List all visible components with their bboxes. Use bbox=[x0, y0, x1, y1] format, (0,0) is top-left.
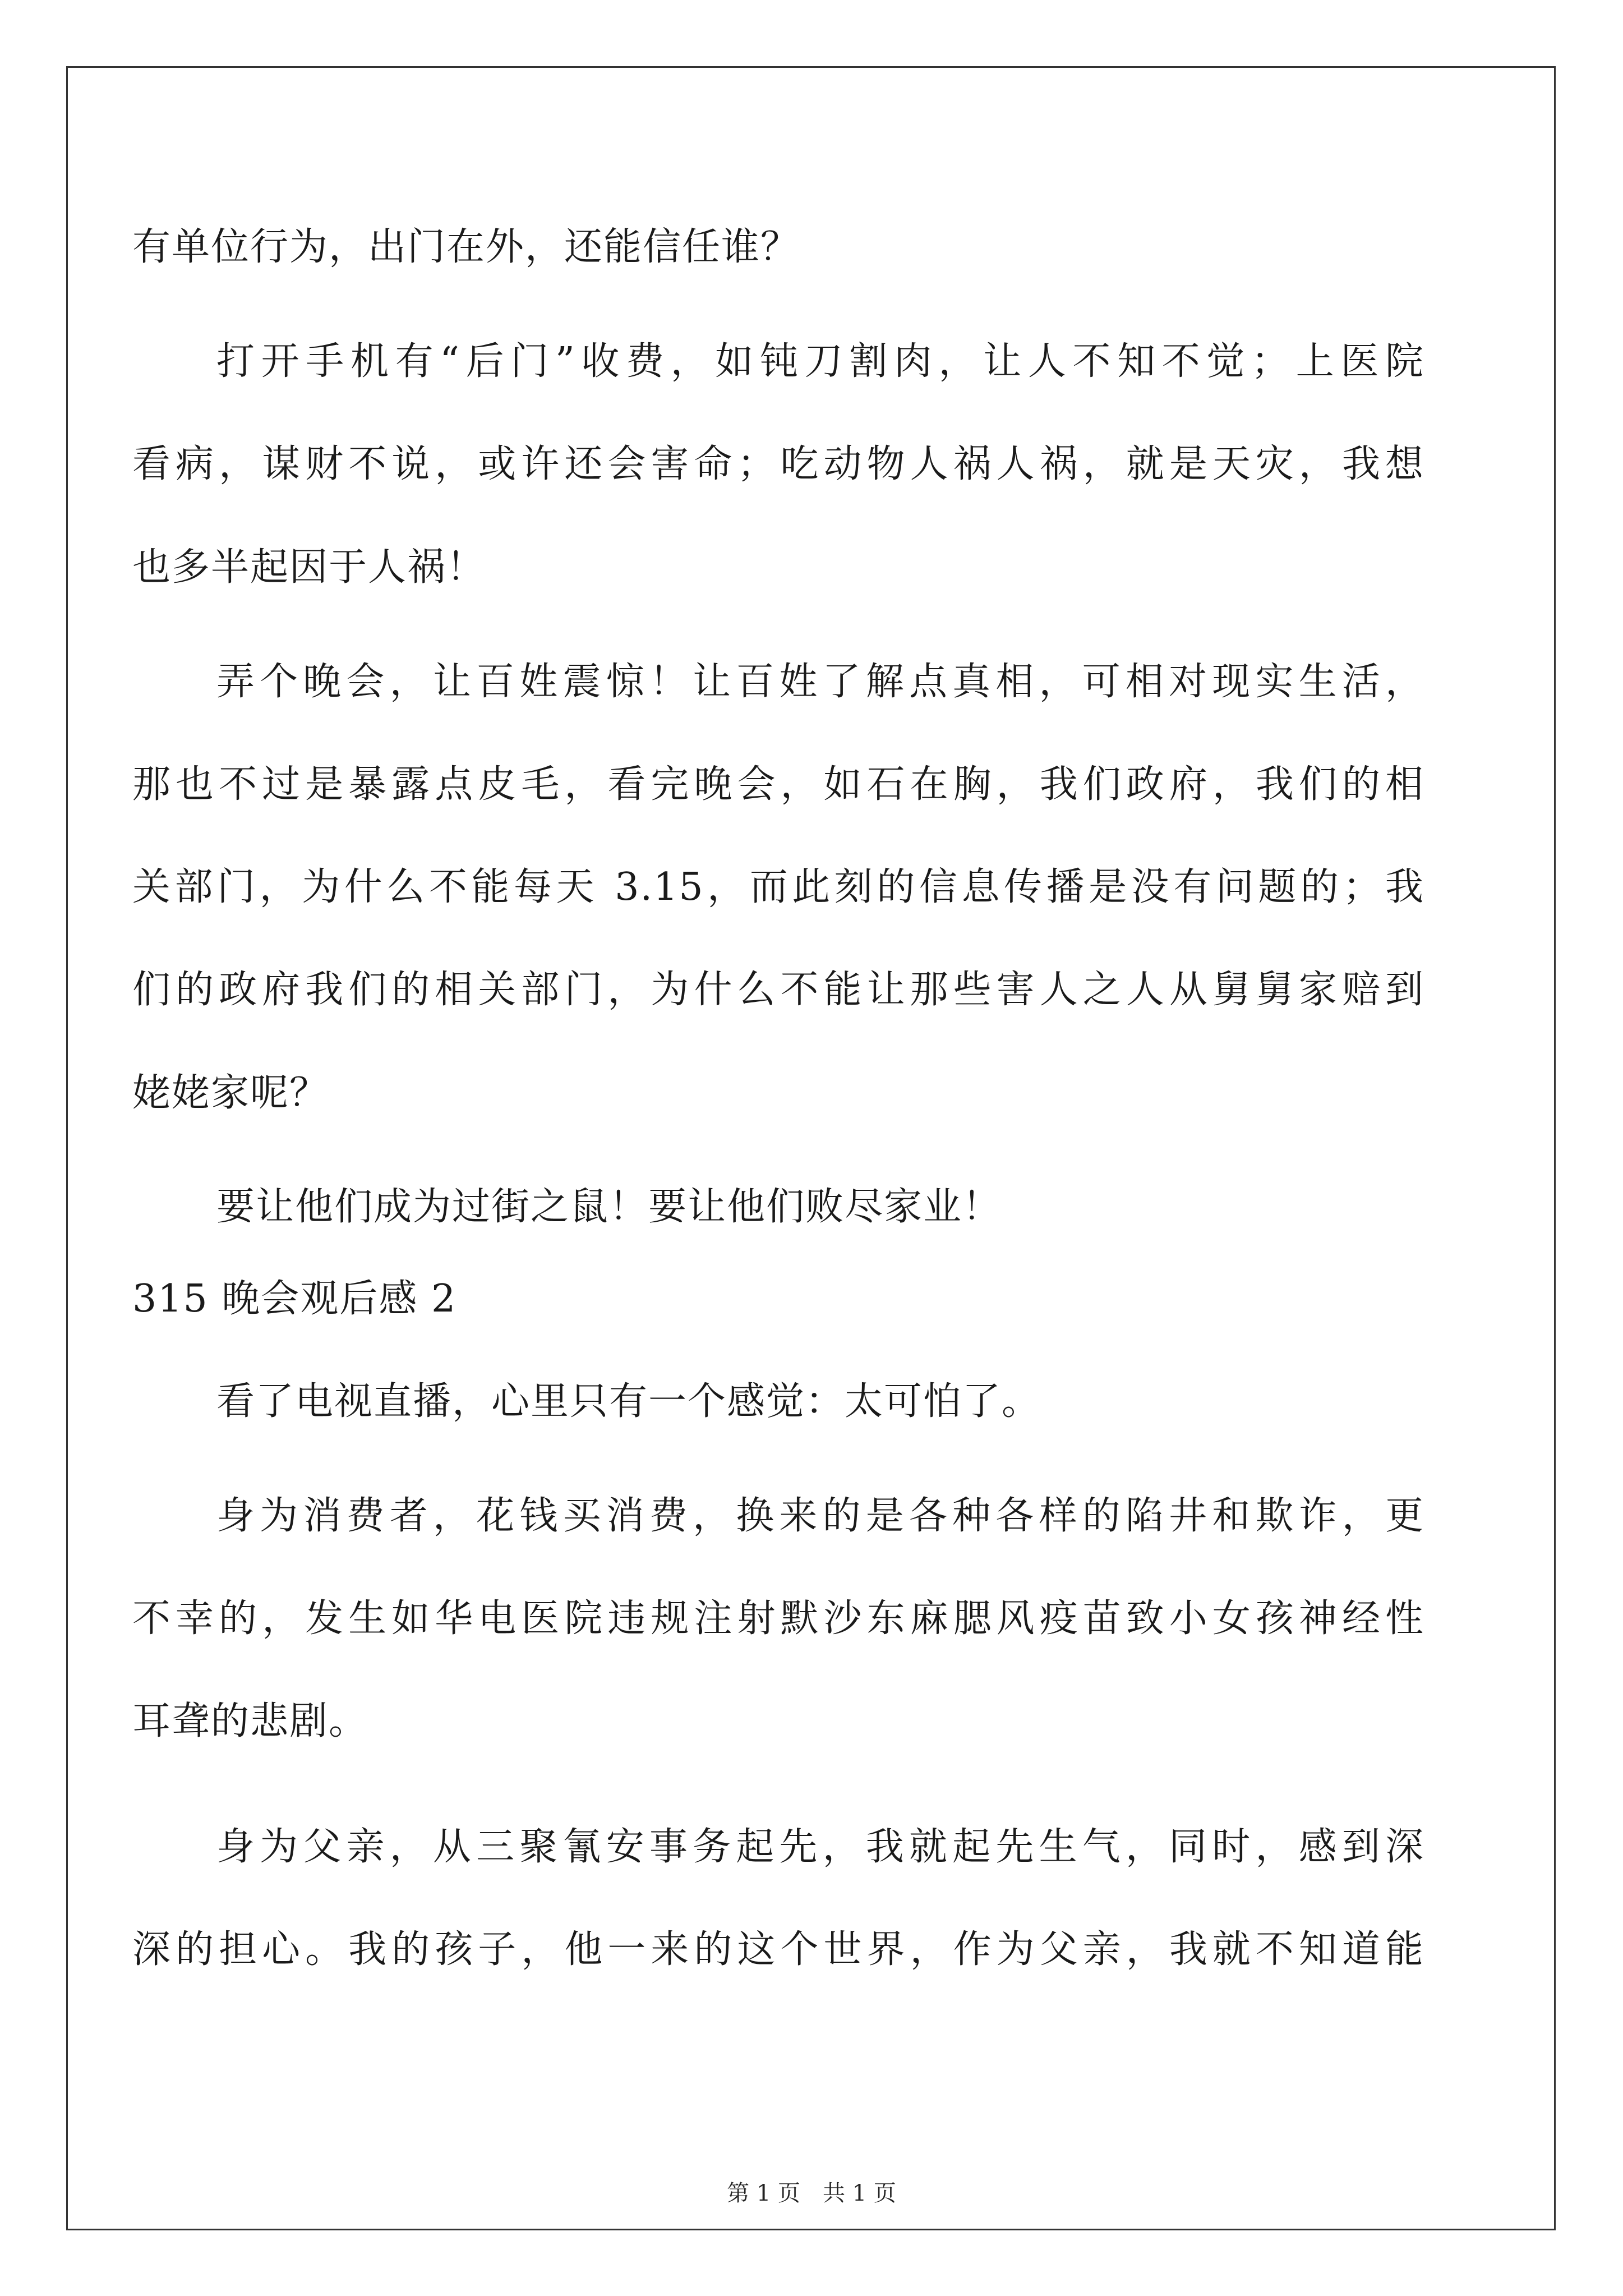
text-line: 深的担心。我的孩子，他一来的这个世界，作为父亲，我就不知道能 bbox=[132, 1927, 1424, 1972]
page-number: 第 1 页 bbox=[727, 2180, 800, 2206]
text-line: 不幸的，发生如华电医院违规注射默沙东麻腮风疫苗致小女孩神经性 bbox=[132, 1596, 1424, 1641]
text-line: 也多半起因于人祸！ bbox=[132, 545, 486, 590]
text-line: 身为父亲，从三聚氰安事务起先，我就起先生气，同时，感到深 bbox=[216, 1825, 1424, 1869]
text-line: 要让他们成为过街之鼠！要让他们败尽家业！ bbox=[216, 1185, 1002, 1229]
text-line: 们的政府我们的相关部门，为什么不能让那些害人之人从舅舅家赔到 bbox=[132, 968, 1424, 1012]
text-line: 耳聋的悲剧。 bbox=[132, 1699, 368, 1743]
page-total: 共 1 页 bbox=[823, 2180, 896, 2206]
text-line: 弄个晚会，让百姓震惊！让百姓了解点真相，可相对现实生活， bbox=[216, 660, 1424, 704]
page-footer bbox=[0, 2177, 1623, 2210]
text-line: 打开手机有“后门”收费，如钝刀割肉，让人不知不觉；上医院 bbox=[216, 339, 1424, 384]
text-line: 身为消费者，花钱买消费，换来的是各种各样的陷井和欺诈，更 bbox=[216, 1494, 1424, 1538]
text-line: 看了电视直播，心里只有一个感觉：太可怕了。 bbox=[216, 1379, 1041, 1424]
text-line: 那也不过是暴露点皮毛，看完晚会，如石在胸，我们政府，我们的相 bbox=[132, 762, 1424, 807]
text-line: 关部门，为什么不能每天 3.15，而此刻的信息传播是没有问题的；我 bbox=[132, 865, 1424, 909]
text-line: 有单位行为，出门在外，还能信任谁？ bbox=[132, 225, 800, 269]
text-line: 看病，谋财不说，或许还会害命；吃动物人祸人祸，就是天灾，我想 bbox=[132, 442, 1424, 486]
text-line: 姥姥家呢？ bbox=[132, 1071, 329, 1115]
section-heading: 315 晚会观后感 2 bbox=[132, 1277, 457, 1321]
